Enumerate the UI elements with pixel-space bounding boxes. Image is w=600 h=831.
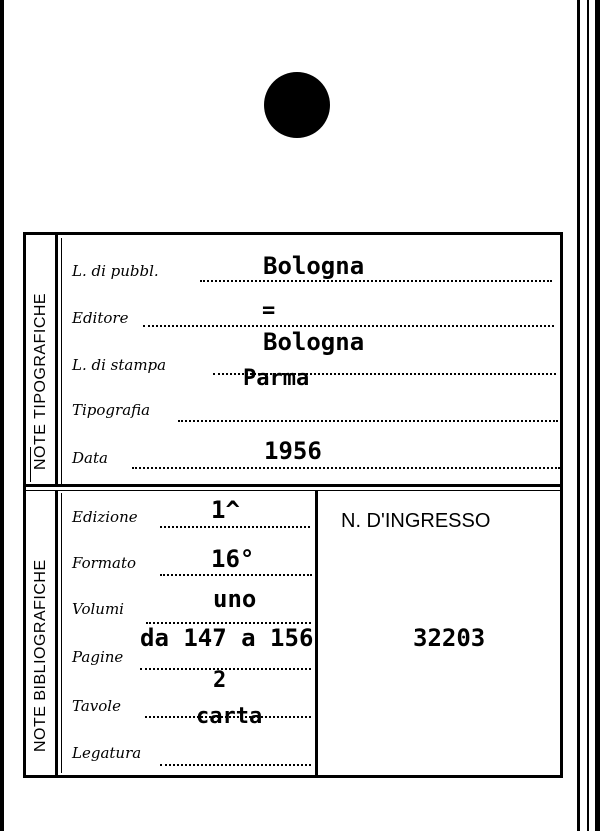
label-volumi: Volumi xyxy=(72,600,124,618)
punch-hole xyxy=(264,72,330,138)
value-luogo-stampa-1: Bologna xyxy=(263,328,365,356)
page-edge-right xyxy=(577,0,580,831)
column-divider xyxy=(315,491,318,775)
field-line xyxy=(160,526,310,528)
value-pagine-range: da 147 a 156 xyxy=(140,624,314,652)
sidebar-rule xyxy=(61,238,62,484)
label-tavole: Tavole xyxy=(72,697,121,715)
value-luogo-stampa-2: Parma xyxy=(243,366,310,391)
section-label-bibliografiche: NOTE BIBLIOGRAFICHE xyxy=(32,559,49,752)
field-line xyxy=(200,280,552,282)
label-data: Data xyxy=(72,449,108,467)
value-editore: = xyxy=(262,298,276,323)
label-n-ingresso: N. D'INGRESSO xyxy=(341,510,491,532)
label-luogo-pubbl: L. di pubbl. xyxy=(72,262,159,280)
value-formato: 16° xyxy=(211,545,255,573)
value-data: 1956 xyxy=(264,437,322,465)
label-tipografia: Tipografia xyxy=(72,401,151,419)
label-pagine: Pagine xyxy=(72,648,124,666)
sidebar-rule xyxy=(30,447,31,482)
value-n-ingresso: 32203 xyxy=(413,624,486,652)
label-edizione: Edizione xyxy=(72,508,138,526)
sidebar-rule xyxy=(55,490,58,775)
label-luogo-stampa: L. di stampa xyxy=(72,356,167,374)
sidebar-rule xyxy=(61,493,62,773)
field-line xyxy=(143,325,554,327)
page-edge-right xyxy=(587,0,589,831)
value-pagine: 2 xyxy=(213,668,227,693)
section-divider xyxy=(23,490,563,491)
label-editore: Editore xyxy=(72,309,129,327)
label-legatura: Legatura xyxy=(72,744,142,762)
page-edge-left xyxy=(0,0,4,831)
section-divider xyxy=(23,484,563,487)
page-edge-right xyxy=(595,0,600,831)
field-line xyxy=(160,574,312,576)
value-tavole: carta xyxy=(196,704,263,729)
field-line xyxy=(160,764,311,766)
field-line xyxy=(132,467,560,469)
value-edizione: 1^ xyxy=(211,496,240,524)
sidebar-rule xyxy=(55,235,58,484)
section-label-tipografiche: NOTE TIPOGRAFICHE xyxy=(32,292,49,470)
label-formato: Formato xyxy=(72,554,137,572)
field-line xyxy=(178,420,558,422)
value-luogo-pubbl: Bologna xyxy=(263,252,365,280)
value-volumi: uno xyxy=(213,585,257,613)
